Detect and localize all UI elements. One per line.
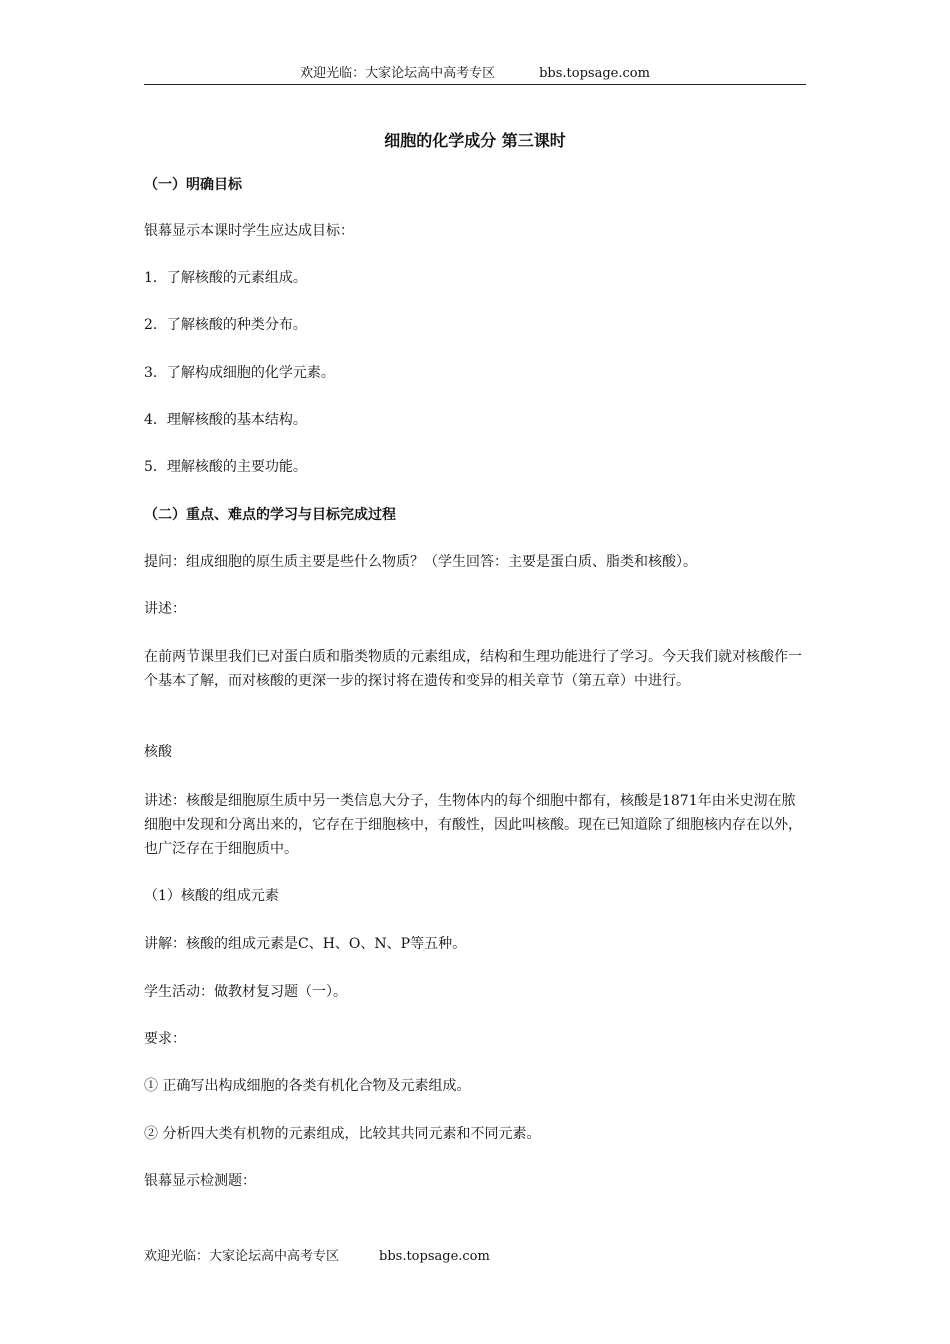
goal-item: 5．理解核酸的主要功能。 <box>144 459 307 475</box>
activity-text: 学生活动：做教材复习题（一）。 <box>144 984 347 1000</box>
subsection-heading: （1）核酸的组成元素 <box>144 888 279 904</box>
narration-paragraph: 在前两节课里我们已对蛋白质和脂类物质的元素组成，结构和生理功能进行了学习。今天我们就对核酸作一个基本了解，而对核酸的更深一步的探讨将在遗传和变异的相关章节（第五章）中进行。 <box>144 649 802 689</box>
narration-label: 讲述： <box>144 601 186 617</box>
narration2-paragraph: 讲述：核酸是细胞原生质中另一类信息大分子，生物体内的每个细胞中都有，核酸是1871年由米史沏在脓细胞中发现和分离出来的，它存在于细胞核中，有酸性，因此叫核酸。现在已知道除了细胞核内存在以外，也广泛存在于细胞质中。 <box>144 793 802 857</box>
requirement-label: 要求： <box>144 1031 186 1047</box>
test-label: 银幕显示检测题： <box>144 1173 256 1189</box>
goal-item: 2．了解核酸的种类分布。 <box>144 317 307 333</box>
header-url[interactable]: bbs.topsage.com <box>539 66 650 81</box>
explain-text: 讲解：核酸的组成元素是C、H、O、N、P等五种。 <box>144 936 467 952</box>
document-title: 细胞的化学成分 第三课时 <box>384 131 566 150</box>
header-welcome: 欢迎光临：大家论坛高中高考专区 <box>300 66 496 81</box>
section1-heading: （一）明确目标 <box>144 177 242 193</box>
requirement-item: ② 分析四大类有机物的元素组成，比较其共同元素和不同元素。 <box>144 1126 541 1142</box>
goals-intro: 银幕显示本课时学生应达成目标： <box>144 223 354 239</box>
footer-welcome: 欢迎光临：大家论坛高中高考专区 <box>144 1249 340 1264</box>
goal-item: 4．理解核酸的基本结构。 <box>144 412 307 428</box>
goal-item: 1．了解核酸的元素组成。 <box>144 270 307 286</box>
question-text: 提问：组成细胞的原生质主要是些什么物质？（学生回答：主要是蛋白质、脂类和核酸）。 <box>144 554 697 570</box>
page-footer <box>144 1249 490 1265</box>
page-header <box>144 66 806 85</box>
footer-url[interactable]: bbs.topsage.com <box>379 1249 490 1264</box>
goal-item: 3．了解构成细胞的化学元素。 <box>144 365 335 381</box>
section2-heading: （二）重点、难点的学习与目标完成过程 <box>144 507 396 523</box>
topic-label: 核酸 <box>144 744 172 760</box>
requirement-item: ① 正确写出构成细胞的各类有机化合物及元素组成。 <box>144 1078 471 1094</box>
